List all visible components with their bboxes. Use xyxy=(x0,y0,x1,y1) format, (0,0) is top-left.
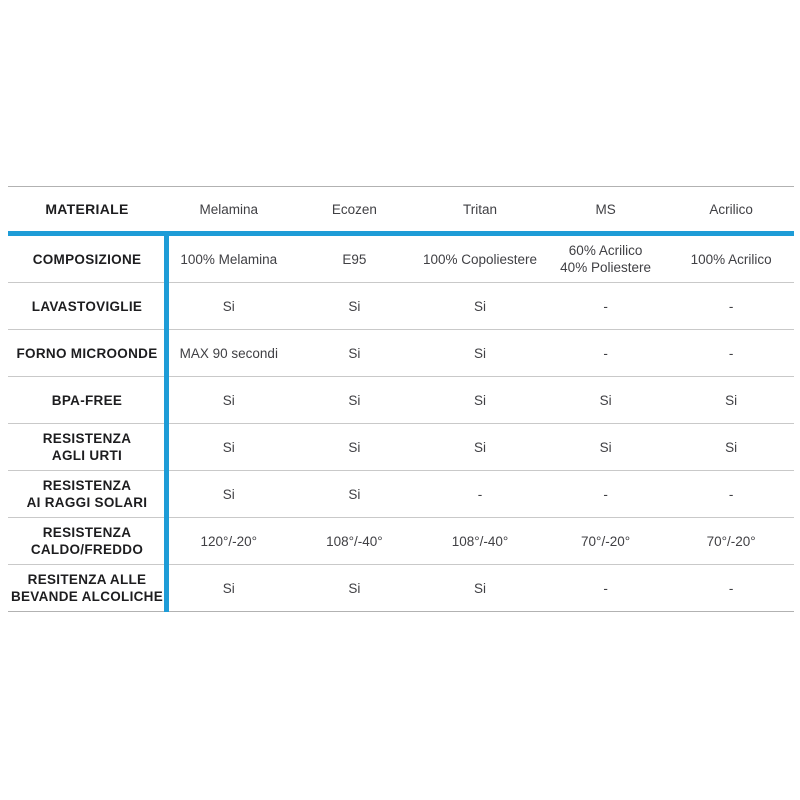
table-cell: Si xyxy=(348,345,361,361)
table-cell: MAX 90 secondi xyxy=(179,345,278,361)
table-cell: 60% Acrilico 40% Poliestere xyxy=(560,243,651,275)
table-cell: Si xyxy=(348,439,361,455)
table-cell: - xyxy=(728,298,734,314)
table-cell: 70°/-20° xyxy=(706,533,756,549)
table-row-forno-microonde xyxy=(8,330,794,377)
materials-comparison-table xyxy=(8,186,794,612)
table-cell: 70°/-20° xyxy=(581,533,631,549)
row-label: RESISTENZA AI RAGGI SOLARI xyxy=(26,478,148,510)
table-cell: Si xyxy=(725,392,738,408)
table-cell: - xyxy=(728,345,734,361)
column-header-tritan: Tritan xyxy=(462,201,497,217)
table-cell: - xyxy=(603,298,608,314)
table-row-composizione xyxy=(8,236,794,283)
table-cell: Si xyxy=(473,392,486,408)
table-cell: - xyxy=(603,486,608,502)
table-cell: Si xyxy=(348,392,361,408)
table-cell: 100% Melamina xyxy=(180,251,278,267)
row-label: BPA-FREE xyxy=(51,392,123,408)
table-row-bevande-alcoliche xyxy=(8,565,794,612)
table-cell: Si xyxy=(222,298,235,314)
table-cell: Si xyxy=(473,345,486,361)
table-cell: Si xyxy=(222,439,235,455)
table-cell: Si xyxy=(222,580,235,596)
row-label: RESISTENZA AGLI URTI xyxy=(42,431,132,463)
materiale-header-label: MATERIALE xyxy=(45,200,129,217)
table-cell: - xyxy=(603,580,608,596)
table-row-resistenza-urti xyxy=(8,424,794,471)
table-cell: Si xyxy=(348,298,361,314)
table-cell: Si xyxy=(725,439,738,455)
table-cell: - xyxy=(728,486,734,502)
row-label: RESISTENZA CALDO/FREDDO xyxy=(30,525,144,557)
table-cell: - xyxy=(603,345,608,361)
row-label: LAVASTOVIGLIE xyxy=(31,298,143,314)
column-header-acrilico: Acrilico xyxy=(709,201,753,217)
table-cell: Si xyxy=(348,486,361,502)
table-cell: - xyxy=(728,580,734,596)
table-cell: 108°/-40° xyxy=(326,533,383,549)
table-row-lavastoviglie xyxy=(8,283,794,330)
table-cell: 100% Acrilico xyxy=(690,251,772,267)
table-row-resistenza-raggi-solari xyxy=(8,471,794,518)
table-cell: 100% Copoliestere xyxy=(422,251,538,267)
table-cell: Si xyxy=(599,439,612,455)
table-cell: Si xyxy=(473,298,486,314)
table-cell: Si xyxy=(473,439,486,455)
accent-column-divider xyxy=(164,236,169,612)
table-cell: Si xyxy=(222,392,235,408)
row-label: RESITENZA ALLE BEVANDE ALCOLICHE xyxy=(10,572,164,604)
table-cell: - xyxy=(477,486,483,502)
table-header-row xyxy=(8,186,794,231)
table-cell: Si xyxy=(599,392,612,408)
column-header-ecozen: Ecozen xyxy=(331,201,377,217)
row-label: FORNO MICROONDE xyxy=(16,345,158,361)
table-cell: 120°/-20° xyxy=(200,533,258,549)
table-cell: Si xyxy=(348,580,361,596)
table-row-resistenza-caldo-freddo xyxy=(8,518,794,565)
table-body xyxy=(8,236,794,612)
table-cell: E95 xyxy=(342,251,367,267)
column-header-melamina: Melamina xyxy=(199,201,259,217)
table-cell: Si xyxy=(222,486,235,502)
table-cell: Si xyxy=(473,580,486,596)
table-cell: 108°/-40° xyxy=(451,533,509,549)
row-label: COMPOSIZIONE xyxy=(32,251,142,267)
column-header-ms: MS xyxy=(595,201,616,217)
table-row-bpa-free xyxy=(8,377,794,424)
